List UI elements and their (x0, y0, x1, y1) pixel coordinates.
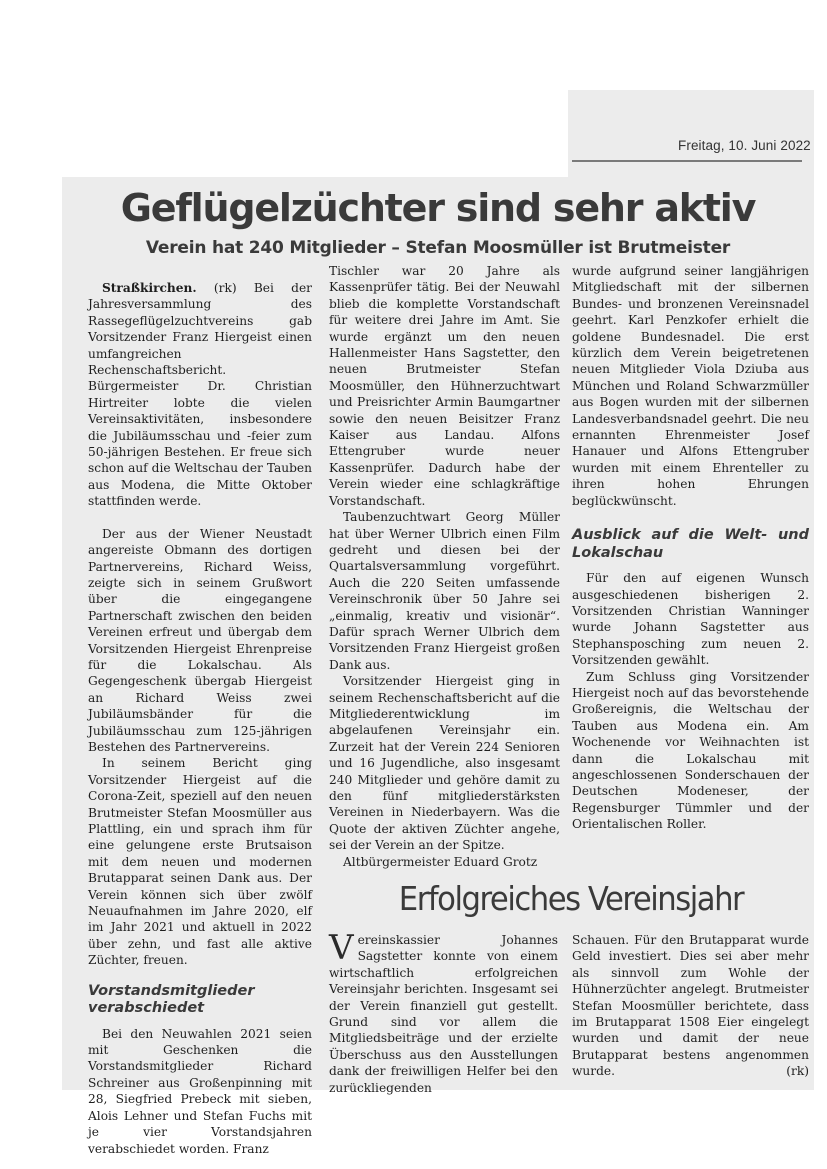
article-column-2 (329, 263, 560, 870)
second-article-paragraph-1 (329, 928, 558, 1096)
location-label: Straßkirchen. (102, 281, 197, 295)
article-headline: Geflügelzüchter sind sehr aktiv (120, 186, 756, 230)
paragraph-4: Bei den Neuwahlen 2021 seien mit Geschenken die Vorstandsmitglieder Richard Schreiner aus Großenpinning mit 28, Siegfried Prebeck mit sieben, Alois Lehner und Stefan Fuchs mit je vier Vorstandsjahren verabschiedet worden. Franz (88, 1026, 312, 1156)
paragraph-6: Taubenzuchtwart Georg Müller hat über Werner Ulbrich einen Film gedreht und diesen bei der Quartalsversammlung vorgeführt. Auch die 220 Seiten umfassende Vereinschronik über 50 Jahre sei „einmalig, kreativ und visionär“. Dafür sprach Werner Ulbrich dem Vorsitzenden Franz Hiergeist großen Dank aus. (329, 510, 560, 672)
article-column-3 (572, 263, 809, 833)
publication-date: Freitag, 10. Juni 2022 (678, 138, 811, 153)
article-subheadline: Verein hat 240 Mitglieder – Stefan Moosmüller ist Brutmeister (145, 238, 731, 258)
paragraph-8: Altbürgermeister Eduard Grotz (343, 854, 538, 869)
paragraph-1-text: (rk) Bei der Jahresversammlung des Rassegeflügelzuchtvereins gab Vorsitzender Franz Hiergeist einen umfangreichen Rechenschaftsbericht. Bürgermeister Dr. Christian Hirtreiter lobte die vielen Vereinsaktivitäten, insbesondere die Jubiläumsschau und -feier zum 50-jährigen Bestehen. Er freue sich schon auf die Weltschau der Tauben aus Modena, die Mitte Oktober stattfinden werde. (88, 281, 312, 509)
paragraph-10: Für den auf eigenen Wunsch ausgeschiedenen bisherigen 2. Vorsitzenden Christian Wanninger wurde Johann Sagstetter aus Stephansposching zum neuen 2. Vorsitzenden gewählt. (572, 571, 809, 668)
paragraph-11: Zum Schluss ging Vorsitzender Hiergeist noch auf das bevorstehende Großereignis, die Weltschau der Tauben aus Modena ein. Am Wochenende vor Weihnachten ist dann die Lokalschau mit angeschlossenen Sonderschauen der Deutschen Modeneser, der Regensburger Tümmler und der Orientalischen Roller. (572, 669, 809, 832)
date-rule-divider (572, 160, 802, 162)
article-column-1 (88, 280, 312, 1157)
subheading-vorstandsmitglieder: Vorstandsmitglieder verabschiedet (88, 982, 255, 1017)
subheading-ausblick: Ausblick auf die Welt- und Lokalschau (572, 527, 809, 561)
second-article-paragraph-2 (572, 932, 809, 1080)
paragraph-9: wurde aufgrund seiner langjährigen Mitgliedschaft mit der silbernen Bundes- und bronzenen Vereinsnadel geehrt. Karl Penzkofer erhielt die goldene Bundesnadel. Die erst kürzlich dem Verein beigetretenen neuen Mitglieder Viola Dziuba aus München und Roland Schwarzmüller aus Bogen wurden mit der silbernen Landesverbandsnadel geehrt. Die neu ernannten Ehrenmeister Josef Hanauer und Alfons Ettengruber wurden mit einem Ehrenteller zu ihren hohen Ehrungen beglückwünscht. (572, 264, 809, 508)
paragraph-2: Der aus der Wiener Neustadt angereiste Obmann des dortigen Partnervereins, Richard Weiss, zeigte sich in seinem Grußwort über die eingegangene Partnerschaft zwischen den beiden Vereinen erfreut und übergab dem Vorsitzenden Hiergeist Ehrenpreise für die Lokalschau. Als Gegengeschenk übergab Hiergeist an Richard Weiss zwei Jubiläumsbänder für die Jubiläumsschau zum 125-jährigen Bestehen des Partnervereins. (88, 526, 312, 754)
paragraph-7: Vorsitzender Hiergeist ging in seinem Rechenschaftsbericht auf die Mitgliederentwicklung im abgelaufenen Vereinsjahr ein. Zurzeit hat der Verein 224 Senioren und 16 Jugendliche, also insgesamt 240 Mitglieder und gehöre damit zu den fünf mitgliederstärksten Vereinen in Niederbayern. Was die Quote der aktiven Züchter angehe, sei der Verein an der Spitze. (329, 674, 560, 853)
second-article-headline: Erfolgreiches Vereinsjahr (398, 879, 744, 918)
second-article-paragraph-2-text: Schauen. Für den Brutapparat wurde Geld investiert. Dies sei aber mehr als sinnvoll zum Wohle der Hühnerzüchter angelegt. Brutmeister Stefan Moosmüller berichtete, dass im Brutapparat 1508 Eier eingelegt wurden und damit der neue Brutapparat bestens angenommen wurde. (572, 933, 809, 1079)
paragraph-1 (88, 280, 312, 510)
author-signature: (rk) (786, 1064, 809, 1079)
newspaper-clipping-dateline (568, 90, 814, 178)
paragraph-5: Tischler war 20 Jahre als Kassenprüfer tätig. Bei der Neuwahl blieb die komplette Vorstandschaft für weitere drei Jahre im Amt. Sie wurde ergänzt um den neuen Hallenmeister Hans Sagstetter, den neuen Brutmeister Stefan Moosmüller, den Hühnerzuchtwart und Preisrichter Armin Baumgartner sowie den neuen Beisitzer Franz Kaiser aus Landau. Alfons Ettengruber wurde neuer Kassenprüfer. Dadurch habe der Verein wieder eine schlagkräftige Vorstandschaft. (329, 264, 560, 508)
second-article-column-1 (329, 928, 558, 1096)
second-article-column-2 (572, 932, 809, 1080)
paragraph-3: In seinem Bericht ging Vorsitzender Hiergeist auf die Corona-Zeit, speziell auf den neuen Brutmeister Stefan Moosmüller aus Plattling, ein und sprach ihm für eine gelungene erste Brutsaison mit dem neuen und modernen Brutapparat seinen Dank aus. Der Verein können sich über zwölf Neuaufnahmen im Jahre 2020, elf im Jahr 2021 und aktuell in 2022 über zehn, und fast alle aktive Züchter, freuen. (88, 756, 312, 968)
second-article-paragraph-1-text: ereinskassier Johannes Sagstetter konnte von einem wirtschaftlich erfolgreichen Vereinsjahr berichten. Insgesamt sei der Verein finanziell gut gestellt. Grund sind vor allem die Mitgliedsbeiträge und der erzielte Überschuss aus den Ausstellungen dank der freiwilligen Helfer bei den zurückliegenden (329, 933, 558, 1095)
drop-cap-letter: V (329, 928, 354, 968)
